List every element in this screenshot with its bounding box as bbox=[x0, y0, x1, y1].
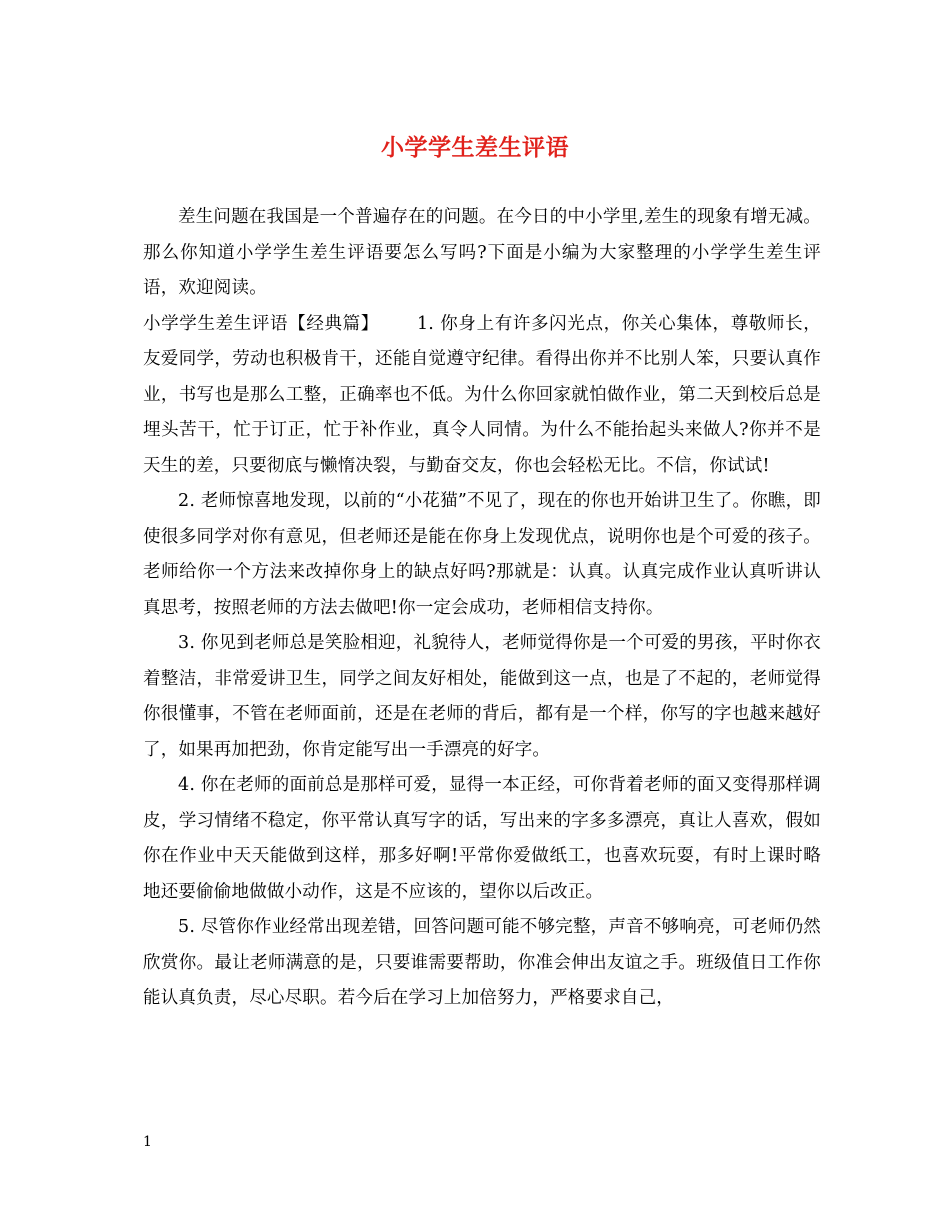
document-body bbox=[143, 200, 821, 1017]
item-4-paragraph: 4. 你在老师的面前总是那样可爱，显得一本正经，可你背着老师的面又变得那样调皮，学习情绪不稳定，你平常认真写字的话，写出来的字多多漂亮，真让人喜欢，假如你在作业中天天能做到这样，那多好啊!平常你爱做纸工，也喜欢玩耍，有时上课时略地还要偷偷地做做小动作，这是不应该的，望你以后改正。 bbox=[143, 775, 821, 902]
item-5-paragraph: 5. 尽管你作业经常出现差错，回答问题可能不够完整，声音不够响亮，可老师仍然欣赏你。最让老师满意的是，只要谁需要帮助，你准会伸出友谊之手。班级值日工作你能认真负责，尽心尽职。若今后在学习上加倍努力，严格要求自己， bbox=[143, 917, 821, 1008]
section-label: 小学学生差生评语【经典篇】 bbox=[143, 313, 379, 334]
item-3-paragraph: 3. 你见到老师总是笑脸相迎，礼貌待人，老师觉得你是一个可爱的男孩，平时你衣着整洁，非常爱讲卫生，同学之间友好相处，能做到这一点，也是了不起的，老师觉得你很懂事，不管在老师面前，还是在老师的背后，都有是一个样，你写的字也越来越好了，如果再加把劲，你肯定能写出一手漂亮的好字。 bbox=[143, 633, 821, 760]
page-title: 小学学生差生评语 bbox=[381, 134, 569, 161]
item-2-paragraph: 2. 老师惊喜地发现，以前的“小花猫”不见了，现在的你也开始讲卫生了。你瞧，即使很多同学对你有意见，但老师还是能在你身上发现优点，说明你也是个可爱的孩子。老师给你一个方法来改掉你身上的缺点好吗?那就是：认真。认真完成作业认真听讲认真思考，按照老师的方法去做吧!你一定会成功，老师相信支持你。 bbox=[143, 491, 821, 618]
page-number: 1 bbox=[143, 1134, 152, 1150]
intro-paragraph: 差生问题在我国是一个普遍存在的问题。在今日的中小学里,差生的现象有增无减。那么你知道小学学生差生评语要怎么写吗?下面是小编为大家整理的小学学生差生评语，欢迎阅读。 bbox=[143, 207, 821, 298]
item-1-text: 1. 你身上有许多闪光点，你关心集体，尊敬师长，友爱同学，劳动也积极肯干，还能自觉遵守纪律。看得出你并不比别人笨，只要认真作业，书写也是那么工整，正确率也不低。为什么你回家就怕做作业，第二天到校后总是埋头苦干，忙于订正，忙于补作业，真令人同情。为什么不能抬起头来做人?你并不是天生的差，只要彻底与懒惰决裂，与勤奋交友，你也会轻松无比。不信，你试试! bbox=[143, 313, 821, 476]
section-paragraph bbox=[143, 307, 821, 485]
